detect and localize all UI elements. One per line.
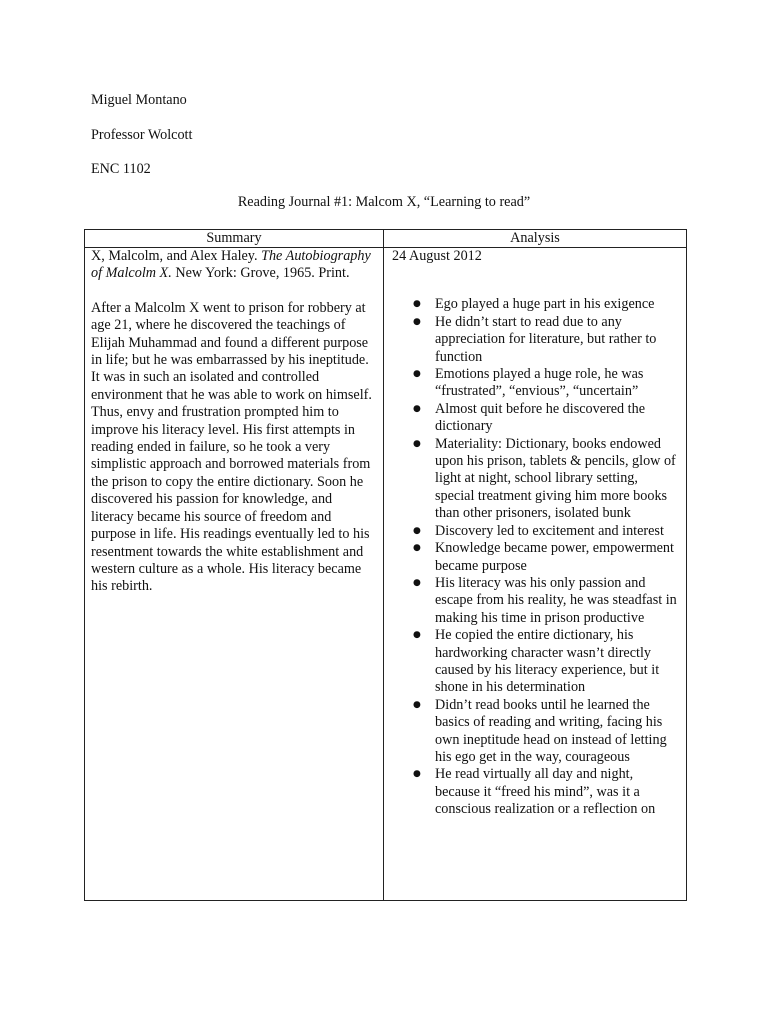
analysis-point-text: Ego played a huge part in his exigence [435,296,655,313]
citation-work-title: The Autobiography of Malcolm X. [91,248,371,282]
bullet-icon: ● [413,769,421,780]
analysis-point [392,540,680,575]
citation-publication: New York: Grove, 1965. Print. [175,265,350,282]
analysis-point [392,766,680,818]
analysis-point-text: He read virtually all day and night, because it “freed his mind”, was it a conscious realization or a reflection on [435,766,656,818]
bullet-icon: ● [413,577,421,588]
bullet-icon: ● [413,403,421,414]
professor-name: Professor Wolcott [91,127,193,143]
summary-column-header: Summary [85,230,384,248]
analysis-point-text: His literacy was his only passion and escape from his reality, he was steadfast in making his time in prison productive [435,574,677,626]
analysis-point-text: Emotions played a huge role, he was “frustrated”, “envious”, “uncertain” [435,366,644,400]
bullet-icon: ● [413,316,421,327]
analysis-point-text: He didn’t start to read due to any appreciation for literature, but rather to function [435,313,657,365]
analysis-point [392,697,680,767]
journal-title: Reading Journal #1: Malcom X, “Learning to read” [237,194,531,210]
analysis-cell [384,248,687,901]
bullet-icon: ● [413,369,421,380]
analysis-column-header: Analysis [384,230,687,248]
analysis-point-text: He copied the entire dictionary, his hardworking character wasn’t directly caused by his literacy experience, but it shone in his determination [435,627,660,696]
analysis-point-text: Knowledge became power, empowerment became purpose [435,540,674,574]
summary-paragraph: After a Malcolm X went to prison for robbery at age 21, where he discovered the teachings of Elijah Muhammad and found a different purpose in life; but he was embarrassed by his ineptitude. It was in such an isolated and controlled environment that he was able to work on himself. Thus, envy and frustration prompted him to improve his literacy level. His first attempts in reading ended in failure, so he took a very simplistic approach and borrowed materials from the prison to copy the entire dictionary. Soon he discovered his passion for knowledge, and literacy became his source of freedom and purpose in life. His readings eventually led to his resentment towards the white establishment and western culture as a whole. His literacy became his rebirth. [91,299,372,595]
analysis-point-text: Discovery led to excitement and interest [435,522,664,539]
analysis-date: 24 August 2012 [392,248,482,264]
bullet-icon: ● [413,630,421,641]
bullet-icon: ● [413,438,421,449]
analysis-bullet-list [392,296,680,818]
analysis-point [392,366,680,401]
course-code: ENC 1102 [91,161,151,177]
bullet-icon: ● [413,299,421,310]
citation [91,248,377,283]
bullet-icon: ● [413,525,421,536]
bullet-icon: ● [413,699,421,710]
journal-table [84,229,687,901]
analysis-point [392,575,680,627]
summary-cell [85,248,384,901]
analysis-point [392,314,680,366]
analysis-point-text: Almost quit before he discovered the dictionary [435,400,645,435]
analysis-point-text: Materiality: Dictionary, books endowed upon his prison, tablets & pencils, glow of light at night, school library setting, special treatment giving him more books than other prisoners, isolated bunk [435,435,676,522]
analysis-point [392,296,680,313]
analysis-point [392,401,680,436]
analysis-point [392,436,680,523]
analysis-point [392,627,680,697]
analysis-point [392,523,680,540]
student-name: Miguel Montano [91,92,187,108]
citation-authors: X, Malcolm, and Alex Haley. [91,248,258,264]
analysis-point-text: Didn’t read books until he learned the basics of reading and writing, facing his own ineptitude head on instead of letting his ego get in the way, courageous [435,696,667,765]
bullet-icon: ● [413,543,421,554]
